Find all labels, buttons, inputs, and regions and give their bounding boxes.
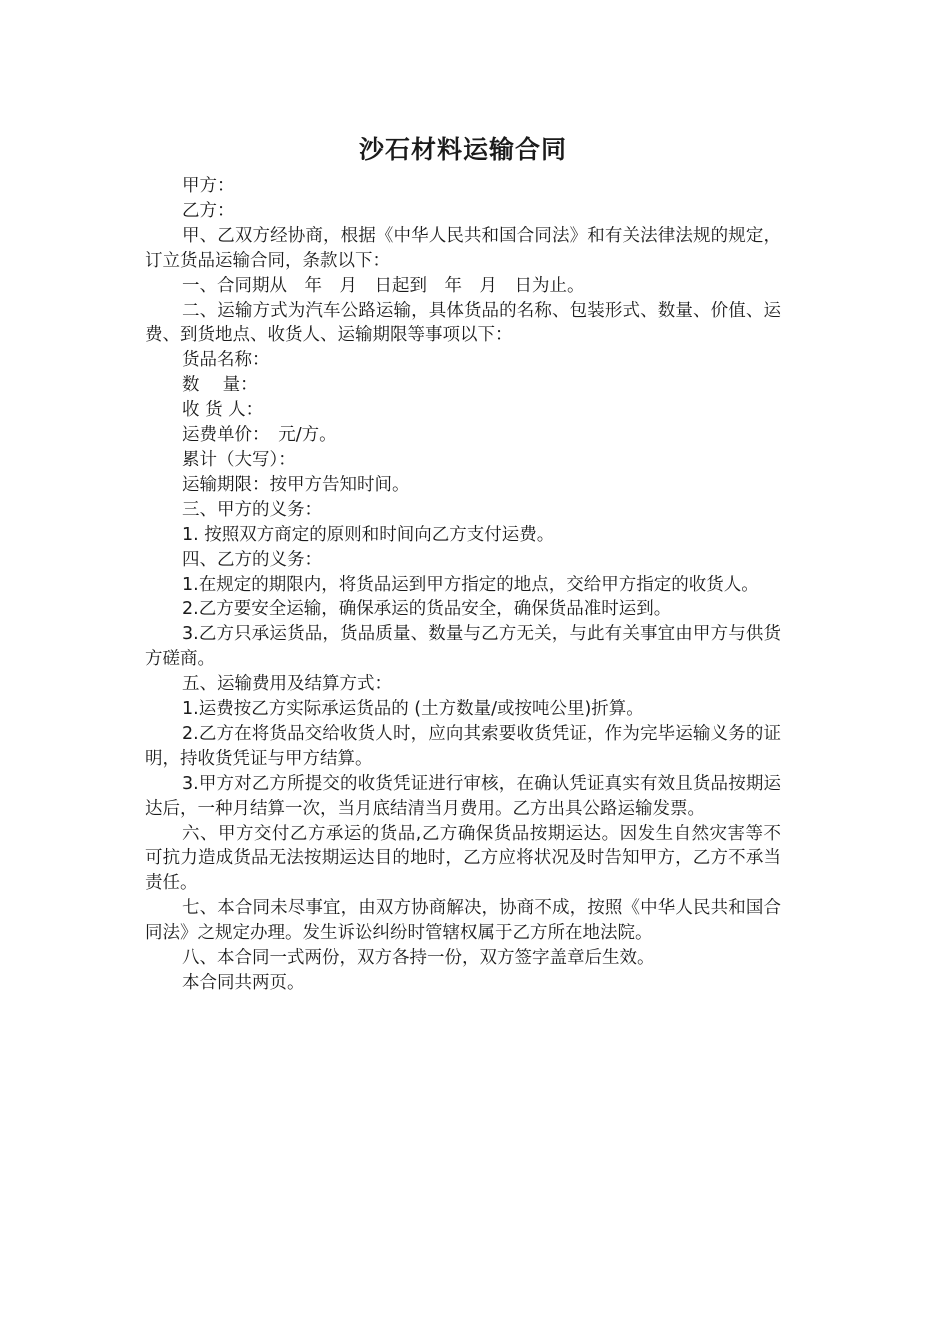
clause-3-item-1: 1. 按照双方商定的原则和时间向乙方支付运费。 xyxy=(182,524,555,545)
clause-4-item-1: 1.在规定的期限内，将货品运到甲方指定的地点，交给甲方指定的收货人。 xyxy=(182,574,759,595)
clause-4-item-2: 2.乙方要安全运输，确保承运的货品安全，确保货品准时运到。 xyxy=(182,599,672,620)
clause-7-paragraph: 七、本合同未尽事宜，由双方协商解决，协商不成，按照《中华人民共和国合同法》之规定办理。发生诉讼纠纷时管辖权属于乙方所在地法院。 xyxy=(145,898,781,944)
clause-8-paragraph: 八、本合同一式两份，双方各持一份，双方签字盖章后生效。 xyxy=(182,948,655,969)
clause-6-paragraph: 六、甲方交付乙方承运的货品,乙方确保货品按期运达。因发生自然灾害等不可抗力造成货品无法按期运达目的地时，乙方应将状况及时告知甲方，乙方不承当责任。 xyxy=(145,823,781,894)
document-page xyxy=(145,128,781,996)
field-unit-price: 运费单价： 元/方。 xyxy=(182,425,337,446)
clause-3-heading: 三、甲方的义务： xyxy=(182,499,322,520)
clause-4-heading: 四、乙方的义务： xyxy=(182,549,322,570)
party-a-line: 甲方： xyxy=(182,176,235,196)
field-consignee: 收 货 人： xyxy=(182,400,264,421)
field-quantity: 数 量： xyxy=(182,375,258,396)
clause-5-item-1: 1.运费按乙方实际承运货品的 (土方数量/或按吨公里)折算。 xyxy=(182,699,644,720)
clause-4-item-3: 3.乙方只承运货品，货品质量、数量与乙方无关，与此有关事宜由甲方与供货方磋商。 xyxy=(145,624,781,670)
clause-5-item-2: 2.乙方在将货品交给收货人时，应向其索要收货凭证，作为完毕运输义务的证明，持收货凭证与甲方结算。 xyxy=(145,723,781,769)
clause-5-heading: 五、运输费用及结算方式： xyxy=(182,674,392,695)
page-count-note: 本合同共两页。 xyxy=(182,973,305,993)
document-title: 沙石材料运输合同 xyxy=(358,135,567,164)
preamble-paragraph: 甲、乙双方经协商，根据《中华人民共和国合同法》和有关法律法规的规定，订立货品运输合同，条款以下： xyxy=(145,225,781,271)
party-b-line: 乙方： xyxy=(182,200,235,221)
field-total: 累计（大写）： xyxy=(182,449,296,470)
clause-1-term: 一、合同期从 年 月 日起到 年 月 日为止。 xyxy=(182,275,585,296)
clause-5-item-3: 3.甲方对乙方所提交的收货凭证进行审核，在确认凭证真实有效且货品按期运达后，一种月结算一次，当月底结清当月费用。乙方出具公路运输发票。 xyxy=(145,773,781,819)
field-goods-name: 货品名称： xyxy=(182,350,270,371)
clause-2-transport: 二、运输方式为汽车公路运输，具体货品的名称、包装形式、数量、价值、运费、到货地点、收货人、运输期限等事项以下： xyxy=(145,300,781,346)
field-deadline: 运输期限：按甲方告知时间。 xyxy=(182,474,410,495)
